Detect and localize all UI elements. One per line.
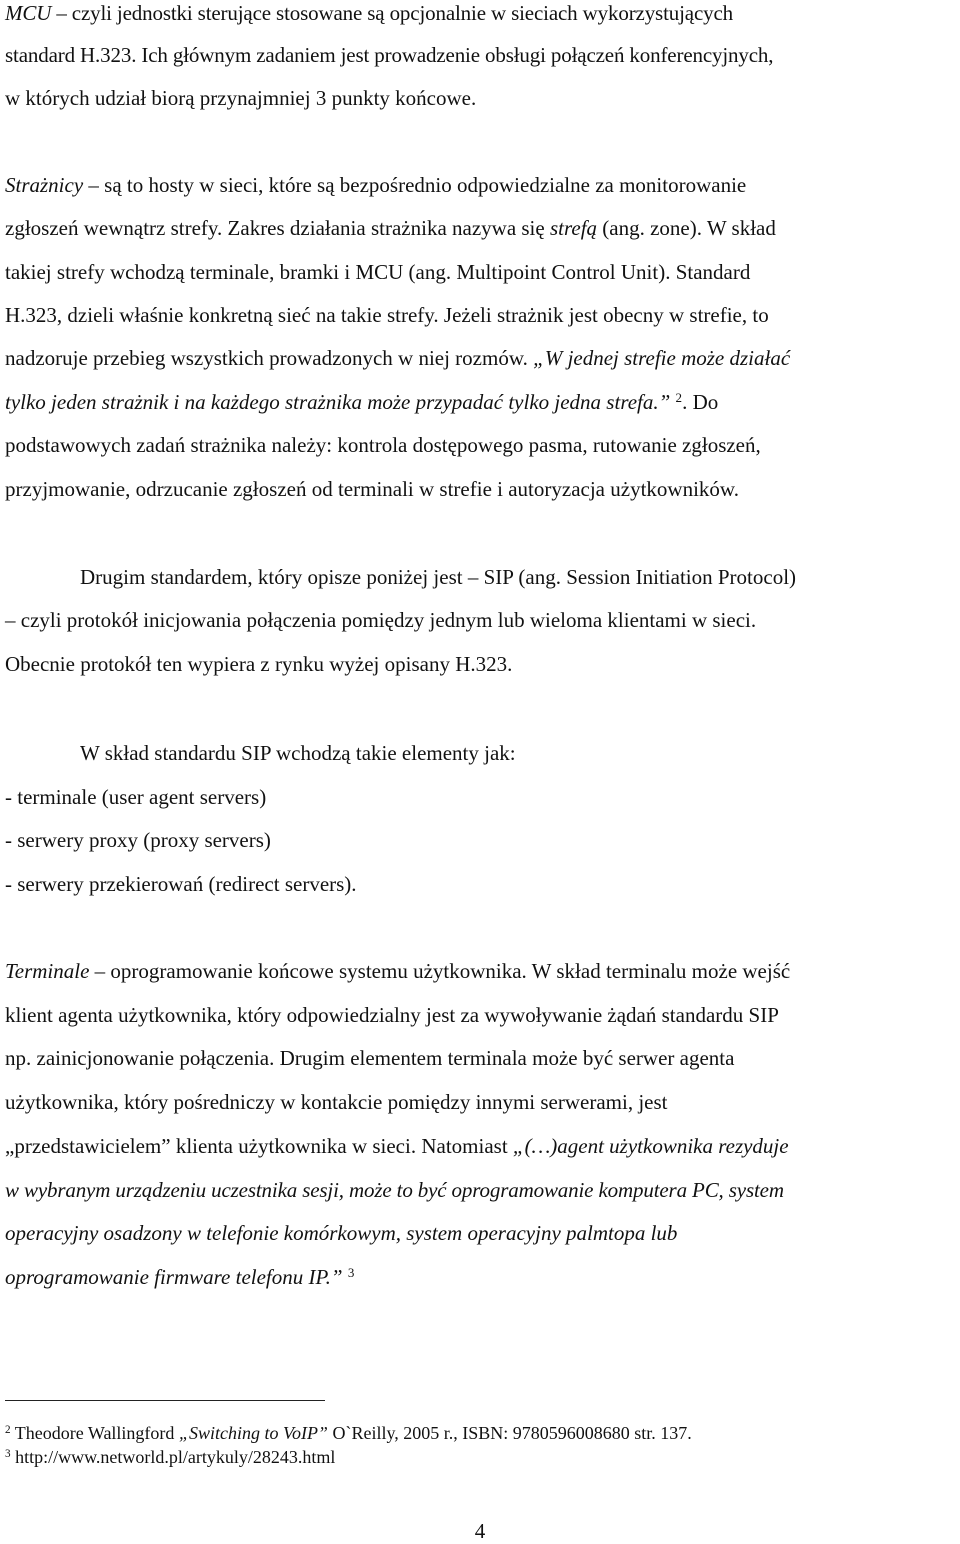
mcu-term: MCU xyxy=(5,1,52,25)
footnote-separator xyxy=(5,1400,325,1401)
agent-quote-line-7: operacyjny osadzony w telefonie komórkowym, system operacyjny palmtopa lub xyxy=(5,1221,678,1245)
sip-intro-line-2 xyxy=(5,607,756,633)
terminals-line-1-text: – oprogramowanie końcowe systemu użytkownika. W skład terminalu może wejść xyxy=(89,959,791,983)
terminals-line-1 xyxy=(5,958,790,984)
sip-element-terminals-text: - terminale (user agent servers) xyxy=(5,785,267,809)
zone-term: strefą xyxy=(549,216,598,240)
gatekeeper-line-3-text: takiej strefy wchodzą terminale, bramki i MCU (ang. Multipoint Control Unit). Standard xyxy=(5,260,751,284)
sip-intro-line-1 xyxy=(80,564,796,590)
gatekeeper-line-2-text-a: zgłoszeń wewnątrz strefy. Zakres działania strażnika nazywa się xyxy=(5,216,550,240)
mcu-line-1-text: – czyli jednostki sterujące stosowane są opcjonalnie w sieciach wykorzystujących xyxy=(51,1,734,25)
terminals-line-8 xyxy=(5,1264,354,1290)
sip-elements-heading xyxy=(80,740,516,766)
footnote-ref-2: 2 xyxy=(675,389,683,405)
terminals-line-3-text: np. zainicjonowanie połączenia. Drugim elementem terminala może być serwer agenta xyxy=(5,1046,735,1070)
mcu-line-2-text: standard H.323. Ich głównym zadaniem jest prowadzenie obsługi połączeń konferencyjnych, xyxy=(5,43,774,67)
terminals-line-4 xyxy=(5,1089,668,1115)
gatekeeper-line-4-text: H.323, dzieli właśnie konkretną sieć na takie strefy. Jeżeli strażnik jest obecny w strefie, to xyxy=(5,303,769,327)
sip-element-redirect-text: - serwery przekierowań (redirect servers). xyxy=(5,872,357,896)
page-number: 4 xyxy=(474,1519,486,1543)
gatekeeper-line-1 xyxy=(5,172,746,198)
mcu-line-1 xyxy=(5,0,733,26)
sip-element-proxy xyxy=(5,827,271,853)
sip-element-terminals xyxy=(5,784,266,810)
gatekeeper-line-6 xyxy=(5,389,718,415)
sip-intro-line-3-text: Obecnie protokół ten wypiera z rynku wyżej opisany H.323. xyxy=(5,652,513,676)
gatekeeper-line-4 xyxy=(5,302,769,328)
footnote-2-author: Theodore Wallingford xyxy=(10,1423,179,1443)
footnote-2-publisher: O`Reilly, 2005 r., ISBN: 9780596008680 str. 137. xyxy=(327,1423,692,1443)
footnote-ref-3: 3 xyxy=(347,1264,355,1280)
terminals-term: Terminale xyxy=(5,959,90,983)
gatekeeper-line-3 xyxy=(5,259,750,285)
footnote-3-number: 3 xyxy=(5,1447,11,1460)
gatekeeper-line-5 xyxy=(5,345,790,371)
agent-quote-line-6: w wybranym urządzeniu uczestnika sesji, może to być oprogramowanie komputera PC, system xyxy=(5,1178,784,1202)
terminals-line-2 xyxy=(5,1002,779,1028)
sip-element-redirect xyxy=(5,871,357,897)
sip-elements-heading-text: W skład standardu SIP wchodzą takie elementy jak: xyxy=(80,741,516,765)
terminals-line-5-text: „przedstawicielem” klienta użytkownika w sieci. Natomiast xyxy=(5,1134,513,1158)
gatekeeper-quote-start: „W jednej strefie może działać xyxy=(533,346,791,370)
gatekeeper-line-5-text: nadzoruje przebieg wszystkich prowadzonych w niej rozmów. xyxy=(5,346,534,370)
footnote-2 xyxy=(5,1422,692,1444)
terminals-line-3 xyxy=(5,1045,734,1071)
gatekeeper-line-1-text: – są to hosty w sieci, które są bezpośrednio odpowiedzialne za monitorowanie xyxy=(83,173,747,197)
terminals-line-5 xyxy=(5,1133,789,1159)
mcu-line-3 xyxy=(5,85,476,111)
terminals-line-7 xyxy=(5,1220,677,1246)
terminals-line-6 xyxy=(5,1177,784,1203)
footnote-2-title: „Switching to VoIP” xyxy=(178,1423,328,1443)
gatekeeper-line-6-text: . Do xyxy=(682,390,719,414)
gatekeeper-line-7 xyxy=(5,432,761,458)
agent-quote-start: „(…)agent użytkownika rezyduje xyxy=(512,1134,789,1158)
gatekeeper-quote-end: tylko jeden strażnik i na każdego strażnika może przypadać tylko jedna strefa.” xyxy=(5,390,671,414)
terminals-line-2-text: klient agenta użytkownika, który odpowiedzialny jest za wywoływanie żądań standardu SIP xyxy=(5,1003,779,1027)
sip-intro-line-3 xyxy=(5,651,512,677)
sip-intro-line-2-text: – czyli protokół inicjowania połączenia pomiędzy jednym lub wieloma klientami w sieci. xyxy=(5,608,757,632)
agent-quote-end: oprogramowanie firmware telefonu IP.” xyxy=(5,1265,343,1289)
mcu-line-2 xyxy=(5,42,773,68)
gatekeeper-line-8-text: przyjmowanie, odrzucanie zgłoszeń od terminali w strefie i autoryzacja użytkowników. xyxy=(5,477,739,501)
terminals-line-4-text: użytkownika, który pośredniczy w kontakcie pomiędzy innymi serwerami, jest xyxy=(5,1090,668,1114)
gatekeeper-term: Strażnicy xyxy=(5,173,84,197)
gatekeeper-line-7-text: podstawowych zadań strażnika należy: kontrola dostępowego pasma, rutowanie zgłoszeń, xyxy=(5,433,761,457)
gatekeeper-line-2-text-b: (ang. zone). W skład xyxy=(597,216,776,240)
footnote-3 xyxy=(5,1446,335,1468)
sip-intro-line-1-text: Drugim standardem, który opisze poniżej jest – SIP (ang. Session Initiation Protocol) xyxy=(80,565,797,589)
gatekeeper-line-2 xyxy=(5,215,776,241)
footnote-3-url: http://www.networld.pl/artykuly/28243.html xyxy=(10,1447,336,1467)
sip-element-proxy-text: - serwery proxy (proxy servers) xyxy=(5,828,271,852)
gatekeeper-line-8 xyxy=(5,476,739,502)
mcu-line-3-text: w których udział biorą przynajmniej 3 punkty końcowe. xyxy=(5,86,477,110)
footnote-2-number: 2 xyxy=(5,1423,11,1436)
